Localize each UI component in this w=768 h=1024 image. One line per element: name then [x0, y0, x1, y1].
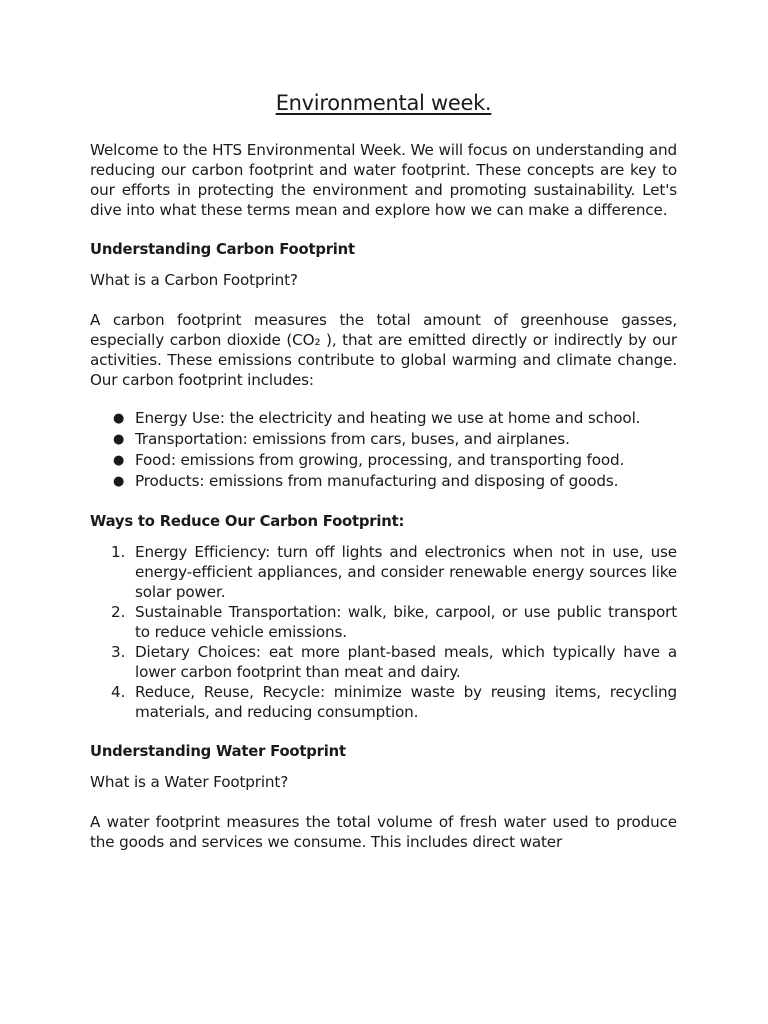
list-item-text: Products: emissions from manufacturing and disposing of goods. [135, 472, 619, 490]
intro-paragraph: Welcome to the HTS Environmental Week. We will focus on understanding and reducing our carbon footprint and water footprint. These concepts are key to our efforts in protecting the environment and promoting sustainability. Let's dive into what these terms mean and explore how we can make a difference. [90, 141, 677, 219]
list-item-text: Energy Efficiency: turn off lights and electronics when not in use, use energy-efficient appliances, and consider renewable energy sources like solar power. [135, 543, 677, 601]
list-item [113, 408, 677, 429]
list-item [111, 682, 677, 722]
list-number: 3. [111, 643, 126, 661]
carbon-reduce-list [90, 542, 677, 722]
carbon-section-heading: Understanding Carbon Footprint [90, 241, 355, 258]
carbon-question: What is a Carbon Footprint? [90, 271, 298, 289]
water-section-heading: Understanding Water Footprint [90, 743, 346, 760]
list-item-text: Dietary Choices: eat more plant-based meals, which typically have a lower carbon footprint than meat and dairy. [135, 643, 677, 681]
list-item [111, 602, 677, 642]
list-item-text: Transportation: emissions from cars, buses, and airplanes. [135, 430, 570, 448]
list-item [111, 542, 677, 602]
list-item-text: Energy Use: the electricity and heating we use at home and school. [135, 409, 641, 427]
list-number: 1. [111, 543, 126, 561]
list-number: 4. [111, 683, 126, 701]
carbon-reduce-heading: Ways to Reduce Our Carbon Footprint: [90, 513, 405, 530]
carbon-definition: A carbon footprint measures the total amount of greenhouse gasses, especially carbon dioxide (CO₂ ), that are emitted directly or indirectly by our activities. These emissions contribute to global warming and climate change. Our carbon footprint includes: [90, 311, 677, 389]
bullet-icon: ● [113, 474, 125, 489]
document-title: Environmental week. [275, 91, 492, 115]
list-item [113, 471, 677, 492]
list-item-text: Food: emissions from growing, processing, and transporting food. [135, 451, 625, 469]
list-item [113, 450, 677, 471]
list-item-text: Sustainable Transportation: walk, bike, carpool, or use public transport to reduce vehicle emissions. [135, 603, 677, 641]
list-number: 2. [111, 603, 126, 621]
bullet-icon: ● [113, 453, 125, 468]
document-page [90, 88, 677, 852]
list-item [111, 642, 677, 682]
bullet-icon: ● [113, 432, 125, 447]
carbon-includes-list [90, 408, 677, 492]
water-definition: A water footprint measures the total volume of fresh water used to produce the goods and services we consume. This includes direct water [90, 813, 677, 851]
list-item [113, 429, 677, 450]
bullet-icon: ● [113, 411, 125, 426]
water-question: What is a Water Footprint? [90, 773, 289, 791]
list-item-text: Reduce, Reuse, Recycle: minimize waste by reusing items, recycling materials, and reducing consumption. [135, 683, 677, 721]
